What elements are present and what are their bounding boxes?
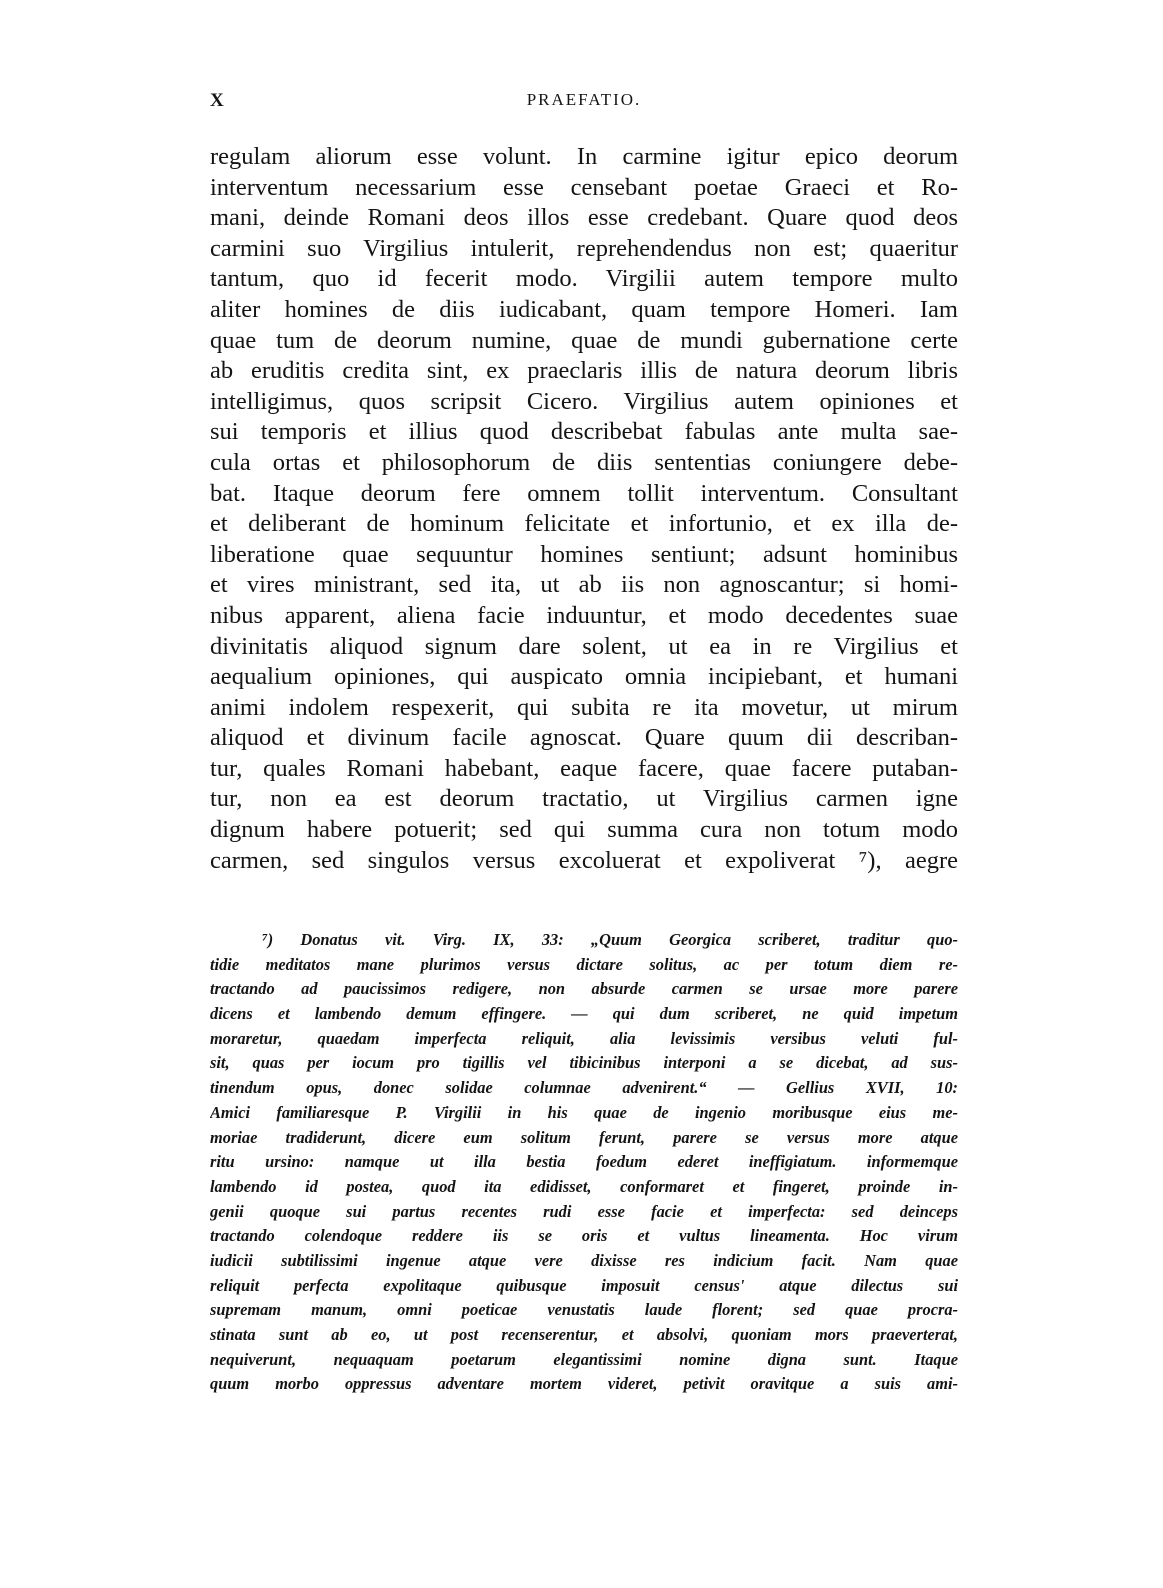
footnote-line: quum morbo oppressus adventare mortem videret, petivit oravitque a suis ami- xyxy=(210,1374,958,1394)
footnote-line: lambendo id postea, quod ita edidisset, conformaret et fingeret, proinde in- xyxy=(210,1176,958,1196)
text-line: et deliberant de hominum felicitate et infortunio, et ex illa de- xyxy=(210,510,958,538)
page-number: X xyxy=(210,90,224,111)
text-line: cula ortas et philosophorum de diis sententias coniungere debe- xyxy=(210,448,958,476)
text-line: liberatione quae sequuntur homines sentiunt; adsunt hominibus xyxy=(210,540,958,568)
footnote-line: tractando colendoque reddere iis se oris et vultus lineamenta. Hoc virum xyxy=(210,1226,958,1246)
text-line: animi indolem respexerit, qui subita re ita movetur, ut mirum xyxy=(210,693,958,721)
text-line: aliquod et divinum facile agnoscat. Quare quum dii describan- xyxy=(210,724,958,752)
footnote-line: supremam manum, omni poeticae venustatis laude florent; sed quae procra- xyxy=(210,1300,958,1320)
text-line: quae tum de deorum numine, quae de mundi gubernatione certe xyxy=(210,326,958,354)
text-line: aliter homines de diis iudicabant, quam tempore Homeri. Iam xyxy=(210,295,958,323)
footnote-line: genii quoque sui partus recentes rudi esse facie et imperfecta: sed deinceps xyxy=(210,1201,958,1221)
footnote-line: sit, quas per iocum pro tigillis vel tibicinibus interponi a se dicebat, ad sus- xyxy=(210,1053,958,1073)
running-head xyxy=(210,90,958,120)
text-line: intelligimus, quos scripsit Cicero. Virgilius autem opiniones et xyxy=(210,387,958,415)
text-line: carmini suo Virgilius intulerit, reprehendendus non est; quaeritur xyxy=(210,234,958,262)
text-line: tur, non ea est deorum tractatio, ut Virgilius carmen igne xyxy=(210,785,958,813)
text-line: et vires ministrant, sed ita, ut ab iis non agnoscantur; si homi- xyxy=(210,571,958,599)
text-line: nibus apparent, aliena facie induuntur, et modo decedentes suae xyxy=(210,601,958,629)
running-title: PRAEFATIO. xyxy=(526,90,642,109)
text-line: bat. Itaque deorum fere omnem tollit interventum. Consultant xyxy=(210,479,958,507)
footnote-line: ritu ursino: namque ut illa bestia foedum ederet ineffigiatum. informemque xyxy=(210,1152,958,1172)
footnote-line: moriae tradiderunt, dicere eum solitum ferunt, parere se versus more atque xyxy=(210,1127,958,1147)
footnote-line: moraretur, quaedam imperfecta reliquit, alia levissimis versibus veluti ful- xyxy=(210,1028,958,1048)
text-line: aequalium opiniones, qui auspicato omnia incipiebant, et humani xyxy=(210,663,958,691)
text-line: divinitatis aliquod signum dare solent, ut ea in re Virgilius et xyxy=(210,632,958,660)
text-line: dignum habere potuerit; sed qui summa cura non totum modo xyxy=(210,816,958,844)
footnote-line: tractando ad paucissimos redigere, non absurde carmen se ursae more parere xyxy=(210,979,958,999)
footnote-line: reliquit perfecta expolitaque quibusque imposuit census' atque dilectus sui xyxy=(210,1275,958,1295)
footnote-line: ⁷) Donatus vit. Virg. IX, 33: „Quum Georgica scriberet, traditur quo- xyxy=(262,930,958,949)
footnote-line: dicens et lambendo demum effingere. — qui dum scriberet, ne quid impetum xyxy=(210,1004,958,1024)
text-line: ab eruditis credita sint, ex praeclaris illis de natura deorum libris xyxy=(210,357,958,385)
text-line: interventum necessarium esse censebant poetae Graeci et Ro- xyxy=(210,173,958,201)
text-line: carmen, sed singulos versus excoluerat et expoliverat ⁷), aegre xyxy=(210,846,958,874)
footnote-line: tidie meditatos mane plurimos versus dictare solitus, ac per totum diem re- xyxy=(210,954,958,974)
footnote xyxy=(210,928,958,1397)
footnote-line: tinendum opus, donec solidae columnae advenirent.“ — Gellius XVII, 10: xyxy=(210,1078,958,1098)
footnote-line: iudicii subtilissimi ingenue atque vere dixisse res indicium facit. Nam quae xyxy=(210,1250,958,1270)
text-line: sui temporis et illius quod describebat fabulas ante multa sae- xyxy=(210,418,958,446)
footnote-line: Amici familiaresque P. Virgilii in his quae de ingenio moribusque eius me- xyxy=(210,1102,958,1122)
footnote-line: nequiverunt, nequaquam poetarum elegantissimi nomine digna sunt. Itaque xyxy=(210,1349,958,1369)
text-line: regulam aliorum esse volunt. In carmine igitur epico deorum xyxy=(210,143,958,170)
text-line: tur, quales Romani habebant, eaque facere, quae facere putaban- xyxy=(210,754,958,782)
text-line: tantum, quo id fecerit modo. Virgilii autem tempore multo xyxy=(210,265,958,293)
main-text xyxy=(210,142,958,876)
footnote-line: stinata sunt ab eo, ut post recenserentur, et absolvi, quoniam mors praeverterat, xyxy=(210,1325,958,1344)
text-line: mani, deinde Romani deos illos esse credebant. Quare quod deos xyxy=(210,204,958,232)
